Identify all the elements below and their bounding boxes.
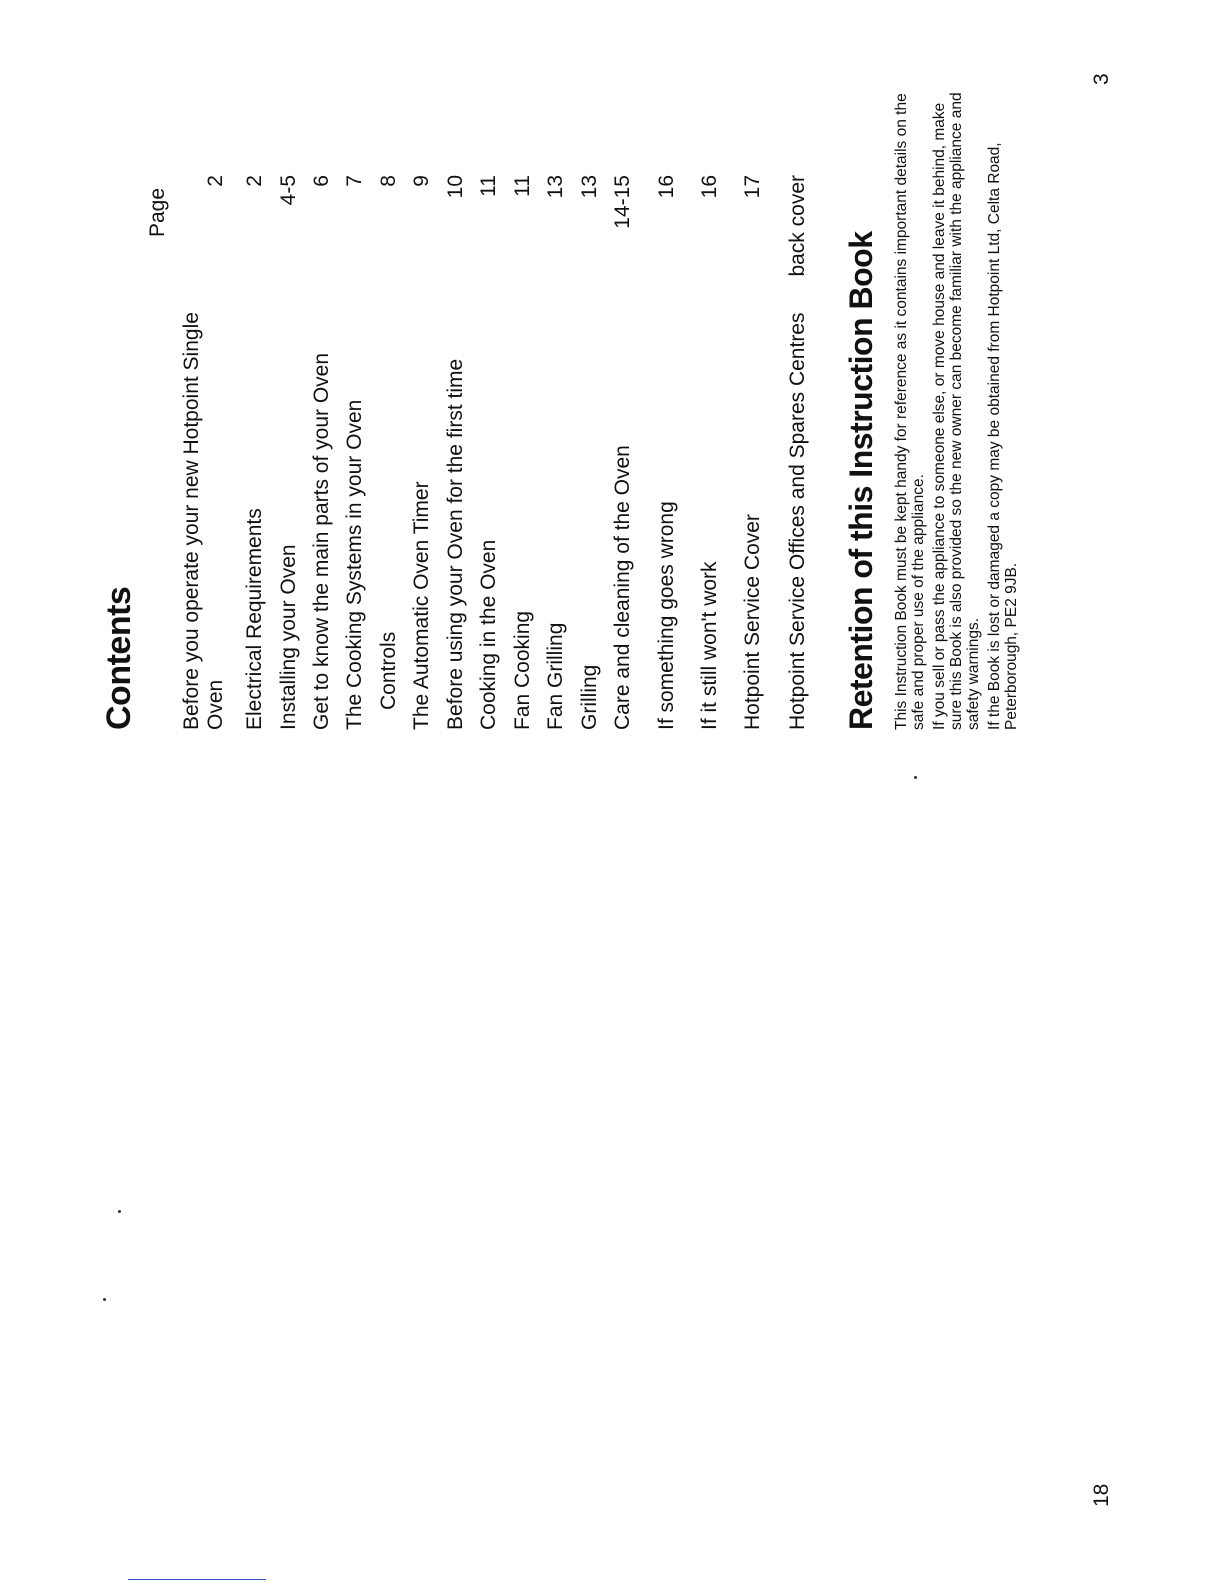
toc-entry-page: 14-15: [611, 175, 634, 229]
toc-entry-text: Fan Cooking: [511, 610, 534, 730]
toc-entry-page: 2: [243, 175, 266, 187]
toc-entry-page: 16: [655, 175, 678, 199]
toc-entry-page: 10: [444, 175, 467, 199]
toc-entry-page: 17: [741, 175, 764, 199]
toc-entry-page: 9: [410, 175, 433, 187]
toc-entry-page: 13: [544, 175, 567, 199]
toc-entry: [511, 170, 535, 730]
toc-entry-text: If something goes wrong: [655, 501, 678, 730]
toc-entry: [611, 170, 635, 730]
toc-entry-page: 13: [578, 175, 601, 199]
toc-entry: [477, 170, 501, 730]
retention-paragraph: This Instruction Book must be kept handy for reference as it contains important details on the safe and proper use of the appliance.: [893, 93, 927, 730]
toc-entry: [444, 170, 468, 730]
contents-title: Contents: [100, 586, 138, 730]
toc-entry: [377, 170, 401, 730]
scan-speck: [914, 776, 917, 779]
toc-entry: [410, 170, 434, 730]
toc-entry: [741, 170, 765, 730]
toc-entry: [180, 170, 228, 730]
toc-entry-text: Care and cleaning of the Oven: [611, 445, 634, 730]
toc-entry-text: Hotpoint Service Offices and Spares Centres: [786, 312, 809, 730]
page-number-left: 18: [1090, 1483, 1113, 1507]
toc-entry-text: Fan Grilling: [544, 622, 567, 730]
scan-speck: [118, 1210, 121, 1213]
page-column-label: Page: [146, 187, 169, 237]
toc-entry-text: Electrical Requirements: [243, 508, 266, 730]
toc-entry: [786, 170, 810, 730]
toc-entry-page: 16: [698, 175, 721, 199]
toc-entry-text: Hotpoint Service Cover: [741, 514, 764, 730]
toc-entry: [655, 170, 679, 730]
toc-entry: [277, 170, 301, 730]
toc-entry-page: 2: [204, 175, 227, 187]
toc-entry: [343, 170, 367, 730]
toc-entry-page: 11: [477, 175, 500, 197]
toc-entry-page: back cover: [786, 175, 809, 277]
toc-entry-page: 4-5: [277, 175, 300, 206]
toc-entry-text: Before you operate your new Hotpoint Single Oven: [180, 312, 227, 730]
toc-entry-text: If it still won't work: [698, 561, 721, 730]
toc-entry-page: 11: [511, 175, 534, 197]
retention-paragraph: If the Book is lost or damaged a copy may be obtained from Hotpoint Ltd, Celta Road, Peterborough, PE2 9JB.: [986, 142, 1020, 730]
toc-entry-page: 7: [343, 175, 366, 187]
toc-entry: [310, 170, 334, 730]
toc-entry-text: Get to know the main parts of your Oven: [310, 352, 333, 730]
toc-entry-text: Before using your Oven for the first time: [444, 358, 467, 730]
toc-entry-page: 6: [310, 175, 333, 187]
retention-title: Retention of this Instruction Book: [843, 231, 879, 730]
toc-entry: [698, 170, 722, 730]
page-number-right: 3: [1090, 73, 1113, 85]
toc-entry: [243, 170, 267, 730]
retention-paragraph: If you sell or pass the appliance to someone else, or move house and leave it behind, make sure this Book is also provided so the new owner can become familiar with the appliance and safety warnings.: [931, 92, 982, 730]
toc-entry-text: Controls: [377, 631, 400, 710]
toc-entry-text: Installing your Oven: [277, 544, 300, 730]
toc-entry: [544, 170, 568, 730]
scan-speck: [103, 1298, 106, 1301]
toc-entry-text: The Cooking Systems in your Oven: [343, 399, 366, 730]
scan-edge-line: [128, 1579, 266, 1580]
toc-entry-text: Grilling: [578, 664, 601, 730]
toc-entry: [578, 170, 602, 730]
toc-entry-text: The Automatic Oven Timer: [410, 481, 433, 730]
retention-body: [893, 90, 1024, 730]
toc-entry-text: Cooking in the Oven: [477, 539, 500, 730]
toc-entry-page: 8: [377, 175, 400, 187]
